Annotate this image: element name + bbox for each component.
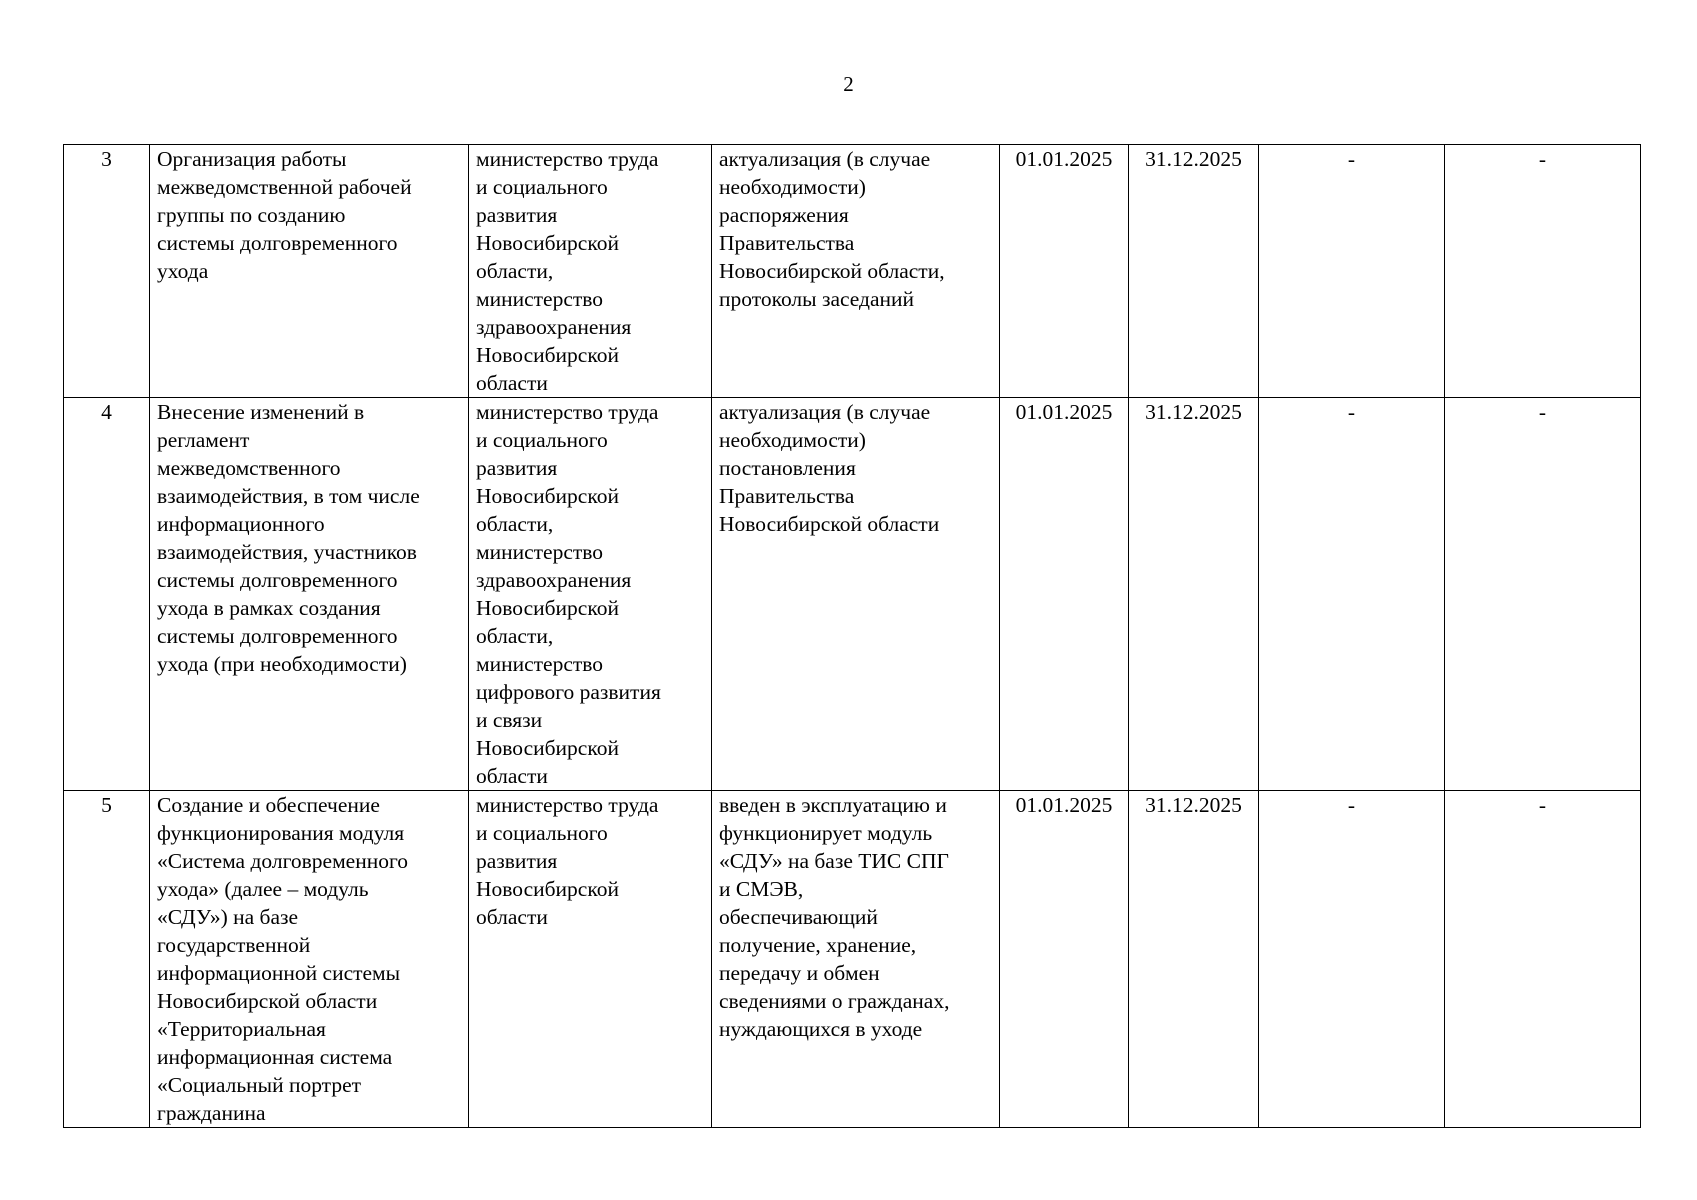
text-line: группы по созданию <box>157 203 346 227</box>
text-line: сведениями о гражданах, <box>719 989 950 1013</box>
text-line: Внесение изменений в <box>157 400 365 424</box>
text-line: Новосибирской <box>476 877 619 901</box>
text-line: министерство труда <box>476 147 659 171</box>
end-date-cell <box>1129 791 1259 1128</box>
text-line: необходимости) <box>719 428 866 452</box>
text-line: Новосибирской области, <box>719 259 945 283</box>
text-line: функционирования модуля <box>157 821 405 845</box>
text-line: и СМЭВ, <box>719 877 804 901</box>
text-line: необходимости) <box>719 175 866 199</box>
text-line: протоколы заседаний <box>719 287 915 311</box>
text-line: получение, хранение, <box>719 933 917 957</box>
end-date: 31.12.2025 <box>1145 793 1242 817</box>
text-line: «Социальный портрет <box>157 1073 362 1097</box>
event-text <box>157 145 461 285</box>
text-line: и связи <box>476 708 543 732</box>
result-cell <box>712 791 1000 1128</box>
event-cell <box>150 398 469 791</box>
text-line: ухода (при необходимости) <box>157 652 407 676</box>
column-7-value: - <box>1347 793 1356 817</box>
text-line: регламент <box>157 428 250 452</box>
responsible-cell <box>469 791 712 1128</box>
text-line: актуализация (в случае <box>719 400 931 424</box>
responsible-cell <box>469 145 712 398</box>
text-line: Новосибирской <box>476 736 619 760</box>
text-line: области, <box>476 624 554 648</box>
column-7-value: - <box>1347 400 1356 424</box>
text-line: информационная система <box>157 1045 393 1069</box>
text-line: актуализация (в случае <box>719 147 931 171</box>
column-8-cell <box>1445 145 1641 398</box>
text-line: Организация работы <box>157 147 347 171</box>
start-date-cell <box>1000 145 1129 398</box>
text-line: области, <box>476 259 554 283</box>
text-line: распоряжения <box>719 203 849 227</box>
result-text <box>719 145 992 313</box>
start-date-cell <box>1000 398 1129 791</box>
table-row <box>64 145 1641 398</box>
plan-table <box>63 144 1641 1128</box>
text-line: Правительства <box>719 484 855 508</box>
end-date: 31.12.2025 <box>1145 147 1242 171</box>
row-number: 5 <box>101 793 112 817</box>
event-cell <box>150 145 469 398</box>
text-line: передачу и обмен <box>719 961 880 985</box>
text-line: нуждающихся в уходе <box>719 1017 923 1041</box>
text-line: введен в эксплуатацию и <box>719 793 947 817</box>
text-line: цифрового развития <box>476 680 661 704</box>
text-line: государственной <box>157 933 311 957</box>
row-number: 3 <box>101 147 112 171</box>
text-line: ухода <box>157 259 209 283</box>
text-line: взаимодействия, в том числе <box>157 484 420 508</box>
text-line: межведомственной рабочей <box>157 175 412 199</box>
text-line: министерство труда <box>476 400 659 424</box>
text-line: и социального <box>476 821 608 845</box>
end-date: 31.12.2025 <box>1145 400 1242 424</box>
start-date: 01.01.2025 <box>1015 400 1113 424</box>
column-8-value: - <box>1538 400 1547 424</box>
text-line: системы долговременного <box>157 568 398 592</box>
text-line: информационного <box>157 512 325 536</box>
text-line: «СДУ» на базе ТИС СПГ <box>719 849 949 873</box>
text-line: Правительства <box>719 231 855 255</box>
column-8-cell <box>1445 398 1641 791</box>
responsible-text <box>476 791 704 931</box>
text-line: ухода» (далее – модуль <box>157 877 369 901</box>
event-cell <box>150 791 469 1128</box>
page-number: 2 <box>843 72 854 96</box>
start-date: 01.01.2025 <box>1015 147 1113 171</box>
text-line: гражданина <box>157 1101 266 1125</box>
text-line: и социального <box>476 428 608 452</box>
column-7-cell <box>1259 398 1445 791</box>
result-cell <box>712 145 1000 398</box>
event-text <box>157 791 461 1127</box>
result-text <box>719 791 992 1043</box>
text-line: министерство <box>476 287 604 311</box>
text-line: министерство труда <box>476 793 659 817</box>
column-7-value: - <box>1347 147 1356 171</box>
responsible-text <box>476 398 704 790</box>
text-line: министерство <box>476 652 604 676</box>
row-number: 4 <box>101 400 112 424</box>
table-row <box>64 398 1641 791</box>
event-text <box>157 398 461 678</box>
end-date-cell <box>1129 398 1259 791</box>
text-line: здравоохранения <box>476 315 632 339</box>
column-8-cell <box>1445 791 1641 1128</box>
table-row <box>64 791 1641 1128</box>
text-line: обеспечивающий <box>719 905 878 929</box>
responsible-cell <box>469 398 712 791</box>
text-line: «СДУ») на базе <box>157 905 299 929</box>
text-line: области <box>476 764 548 788</box>
text-line: области <box>476 371 548 395</box>
text-line: «Территориальная <box>157 1017 326 1041</box>
text-line: развития <box>476 849 558 873</box>
text-line: развития <box>476 203 558 227</box>
text-line: Создание и обеспечение <box>157 793 380 817</box>
text-line: развития <box>476 456 558 480</box>
text-line: системы долговременного <box>157 231 398 255</box>
text-line: Новосибирской <box>476 343 619 367</box>
result-text <box>719 398 992 538</box>
text-line: министерство <box>476 540 604 564</box>
row-number-cell <box>64 398 150 791</box>
row-number-cell <box>64 145 150 398</box>
text-line: функционирует модуль <box>719 821 933 845</box>
text-line: и социального <box>476 175 608 199</box>
text-line: межведомственного <box>157 456 341 480</box>
text-line: области, <box>476 512 554 536</box>
responsible-text <box>476 145 704 397</box>
text-line: Новосибирской <box>476 484 619 508</box>
end-date-cell <box>1129 145 1259 398</box>
start-date: 01.01.2025 <box>1015 793 1113 817</box>
text-line: информационной системы <box>157 961 401 985</box>
column-8-value: - <box>1538 793 1547 817</box>
text-line: Новосибирской области <box>719 512 940 536</box>
text-line: здравоохранения <box>476 568 632 592</box>
text-line: Новосибирской <box>476 231 619 255</box>
text-line: ухода в рамках создания <box>157 596 381 620</box>
text-line: взаимодействия, участников <box>157 540 417 564</box>
start-date-cell <box>1000 791 1129 1128</box>
text-line: Новосибирской <box>476 596 619 620</box>
text-line: Новосибирской области <box>157 989 378 1013</box>
text-line: «Система долговременного <box>157 849 409 873</box>
column-7-cell <box>1259 145 1445 398</box>
column-8-value: - <box>1538 147 1547 171</box>
text-line: постановления <box>719 456 856 480</box>
row-number-cell <box>64 791 150 1128</box>
text-line: области <box>476 905 548 929</box>
text-line: системы долговременного <box>157 624 398 648</box>
column-7-cell <box>1259 791 1445 1128</box>
result-cell <box>712 398 1000 791</box>
